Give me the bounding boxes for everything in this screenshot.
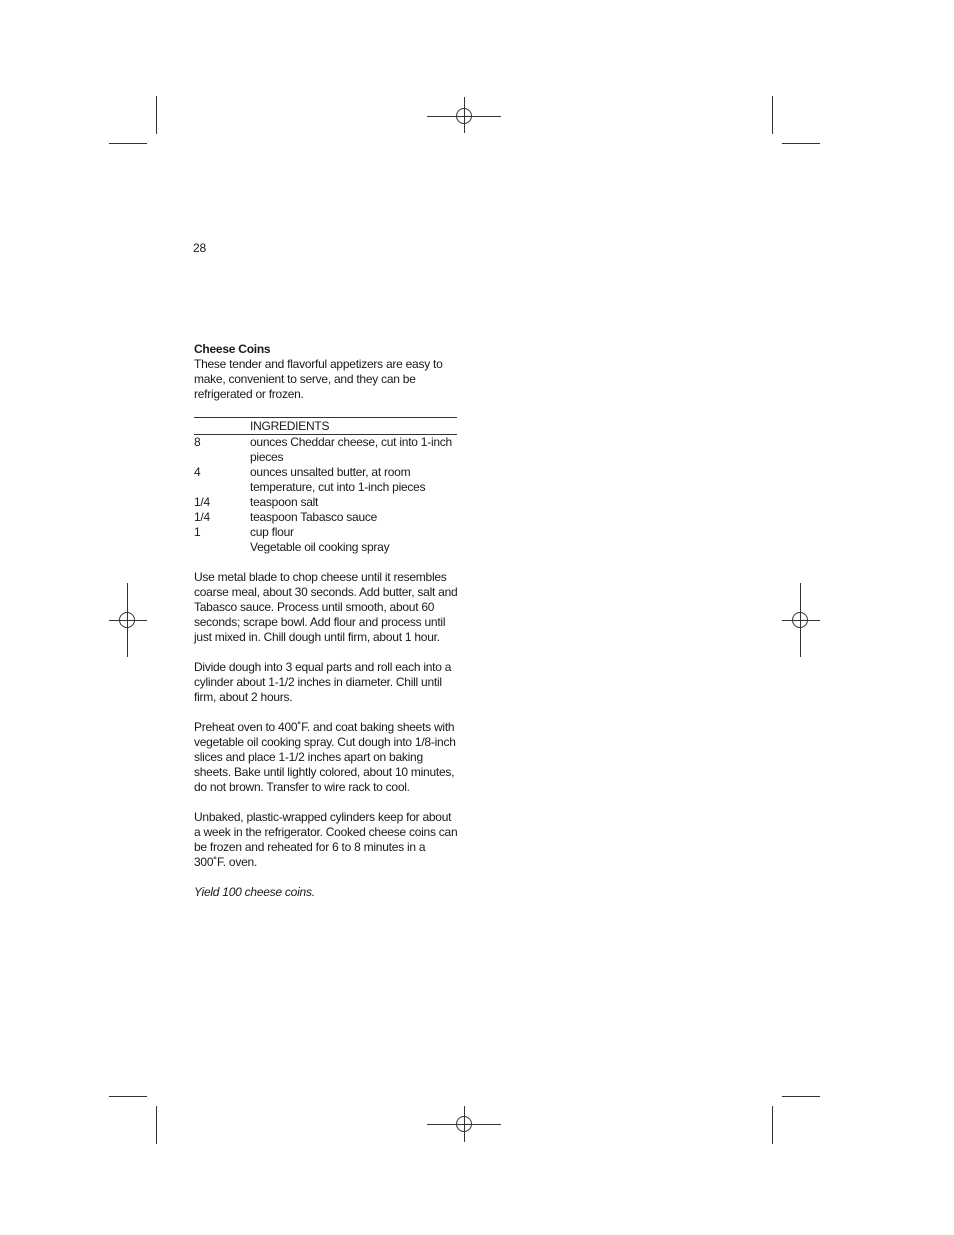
ingredient-row [194, 465, 457, 495]
ingredient-row [194, 495, 457, 510]
crop-mark-bottom-left-horizontal [109, 1096, 147, 1097]
recipe-title: Cheese Coins [194, 342, 271, 356]
ingredient-desc: cup flour [250, 525, 294, 539]
crop-mark-top-right-horizontal [782, 143, 820, 144]
crop-mark-bottom-right-vertical [772, 1106, 773, 1144]
ingredient-desc: ounces unsalted butter, at room temperature, cut into 1-inch pieces [250, 465, 426, 494]
recipe-content [194, 342, 460, 900]
recipe-step: Preheat oven to 400˚F. and coat baking sheets with vegetable oil cooking spray. Cut dough into 1/8-inch slices and place 1-1/2 inches apart on baking sheets. Bake until lightly colored, about 10 minutes, do not brown. Transfer to wire rack to cool. [194, 720, 456, 794]
ingredient-row [194, 510, 457, 525]
registration-mark-right-circle [792, 612, 808, 628]
ingredient-desc: teaspoon salt [250, 495, 319, 509]
registration-mark-left-circle [119, 612, 135, 628]
ingredient-qty [194, 540, 250, 555]
ingredient-qty: 1/4 [194, 495, 210, 509]
ingredients-header-row [194, 418, 457, 435]
ingredient-desc: Vegetable oil cooking spray [250, 540, 390, 554]
recipe-intro: These tender and flavorful appetizers are easy to make, convenient to serve, and they can be refrigerated or frozen. [194, 357, 443, 401]
ingredients-header-qty [194, 418, 250, 435]
crop-mark-top-left-horizontal [109, 143, 147, 144]
ingredient-qty: 8 [194, 435, 201, 449]
crop-mark-bottom-right-horizontal [782, 1096, 820, 1097]
crop-mark-bottom-left-vertical [156, 1106, 157, 1144]
ingredient-qty: 1 [194, 525, 201, 539]
recipe-step: Use metal blade to chop cheese until it resembles coarse meal, about 30 seconds. Add butter, salt and Tabasco sauce. Process until smooth, about 60 seconds; scrape bowl. Add flour and process until just mixed in. Chill dough until firm, about 1 hour. [194, 570, 458, 644]
ingredients-header-label: INGREDIENTS [250, 418, 457, 435]
crop-mark-top-left-vertical [156, 96, 157, 134]
crop-mark-top-right-vertical [772, 96, 773, 134]
recipe-yield: Yield 100 cheese coins. [194, 885, 315, 899]
recipe-step: Unbaked, plastic-wrapped cylinders keep for about a week in the refrigerator. Cooked cheese coins can be frozen and reheated for 6 to 8 minutes in a 300˚F. oven. [194, 810, 458, 869]
ingredient-qty: 1/4 [194, 510, 210, 524]
ingredient-desc: ounces Cheddar cheese, cut into 1-inch pieces [250, 435, 452, 464]
registration-mark-top-circle [456, 108, 472, 124]
registration-mark-bottom-circle [456, 1116, 472, 1132]
ingredient-row [194, 435, 457, 466]
ingredient-row [194, 540, 457, 555]
page-number: 28 [193, 241, 206, 255]
ingredient-row [194, 525, 457, 540]
ingredient-qty: 4 [194, 465, 201, 479]
ingredient-desc: teaspoon Tabasco sauce [250, 510, 378, 524]
recipe-step: Divide dough into 3 equal parts and roll each into a cylinder about 1-1/2 inches in diameter. Chill until firm, about 2 hours. [194, 660, 452, 704]
ingredients-table [194, 417, 457, 555]
